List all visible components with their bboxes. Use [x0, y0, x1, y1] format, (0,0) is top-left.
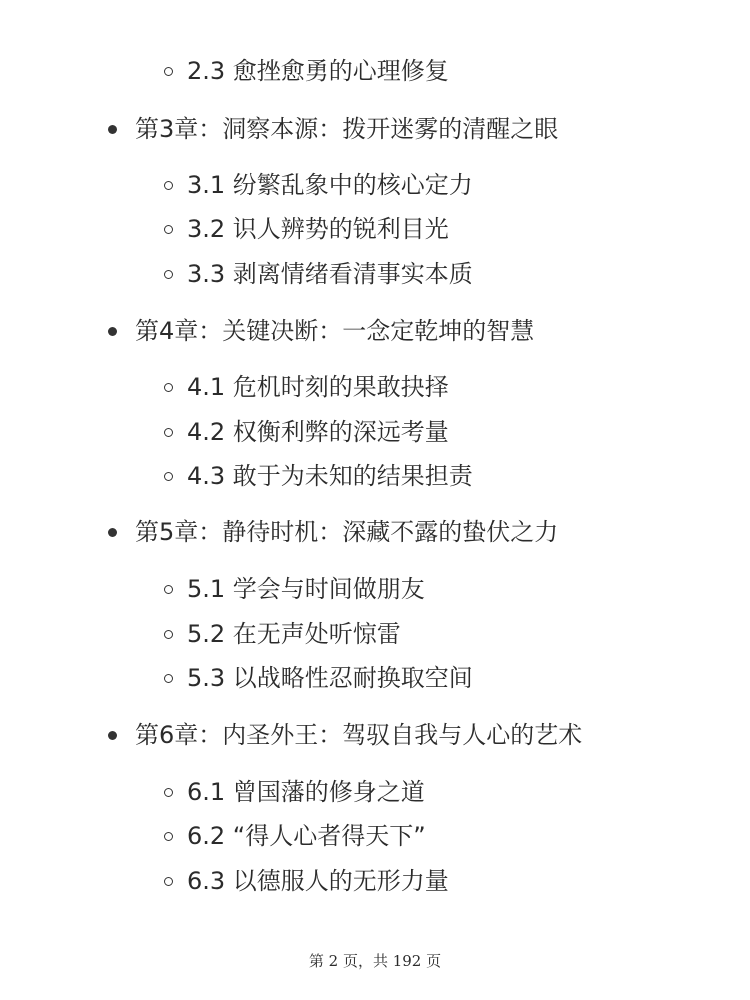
outline-subsection-4-3: [164, 456, 473, 496]
outline-subsection-3-1: [164, 165, 473, 205]
page-footer: 第 2 页，共 192 页: [308, 952, 442, 970]
hollow-bullet-icon: [164, 788, 173, 797]
hollow-bullet-icon: [164, 877, 173, 886]
outline-item-text: 5.2 在无声处听惊雷: [187, 620, 401, 648]
filled-bullet-icon: [108, 125, 117, 134]
outline-subsection-5-1: [164, 569, 425, 609]
outline-item-text: 第5章：静待时机：深藏不露的蛰伏之力: [135, 518, 559, 546]
outline-subsection-4-1: [164, 367, 449, 407]
outline-subsection-6-3: [164, 861, 449, 901]
outline-chapter-4: [108, 311, 534, 351]
outline-chapter-5: [108, 512, 558, 552]
hollow-bullet-icon: [164, 630, 173, 639]
hollow-bullet-icon: [164, 832, 173, 841]
outline-chapter-6: [108, 715, 582, 755]
outline-subsection-3-2: [164, 209, 449, 249]
outline-subsection-6-2: [164, 816, 426, 856]
hollow-bullet-icon: [164, 181, 173, 190]
filled-bullet-icon: [108, 731, 117, 740]
outline-item-text: 4.3 敢于为未知的结果担责: [187, 462, 473, 490]
hollow-bullet-icon: [164, 225, 173, 234]
hollow-bullet-icon: [164, 270, 173, 279]
outline-item-text: 第4章：关键决断：一念定乾坤的智慧: [135, 317, 535, 345]
outline-subsection-5-2: [164, 614, 401, 654]
hollow-bullet-icon: [164, 472, 173, 481]
outline-item-text: 3.1 纷繁乱象中的核心定力: [187, 171, 473, 199]
hollow-bullet-icon: [164, 67, 173, 76]
outline-item-text: 第6章：内圣外王：驾驭自我与人心的艺术: [135, 721, 583, 749]
outline-item-text: 5.1 学会与时间做朋友: [187, 575, 425, 603]
outline-item-text: 6.3 以德服人的无形力量: [187, 867, 449, 895]
outline-item-text: 2.3 愈挫愈勇的心理修复: [187, 57, 449, 85]
outline-subsection-6-1: [164, 772, 425, 812]
hollow-bullet-icon: [164, 585, 173, 594]
filled-bullet-icon: [108, 327, 117, 336]
outline-subsection-4-2: [164, 412, 449, 452]
outline-item-text: 6.2 “得人心者得天下”: [187, 822, 426, 850]
outline-item-text: 3.2 识人辨势的锐利目光: [187, 215, 449, 243]
filled-bullet-icon: [108, 528, 117, 537]
hollow-bullet-icon: [164, 428, 173, 437]
outline-item-text: 3.3 剥离情绪看清事实本质: [187, 260, 473, 288]
outline-subsection-3-3: [164, 254, 473, 294]
outline-chapter-3: [108, 109, 558, 149]
outline-item-text: 5.3 以战略性忍耐换取空间: [187, 664, 473, 692]
outline-subsection-2-3: [164, 51, 449, 91]
outline-subsection-5-3: [164, 658, 473, 698]
outline-item-text: 第3章：洞察本源：拨开迷雾的清醒之眼: [135, 115, 559, 143]
outline-item-text: 4.2 权衡利弊的深远考量: [187, 418, 449, 446]
outline-item-text: 6.1 曾国藩的修身之道: [187, 778, 425, 806]
hollow-bullet-icon: [164, 674, 173, 683]
outline-item-text: 4.1 危机时刻的果敢抉择: [187, 373, 449, 401]
hollow-bullet-icon: [164, 383, 173, 392]
